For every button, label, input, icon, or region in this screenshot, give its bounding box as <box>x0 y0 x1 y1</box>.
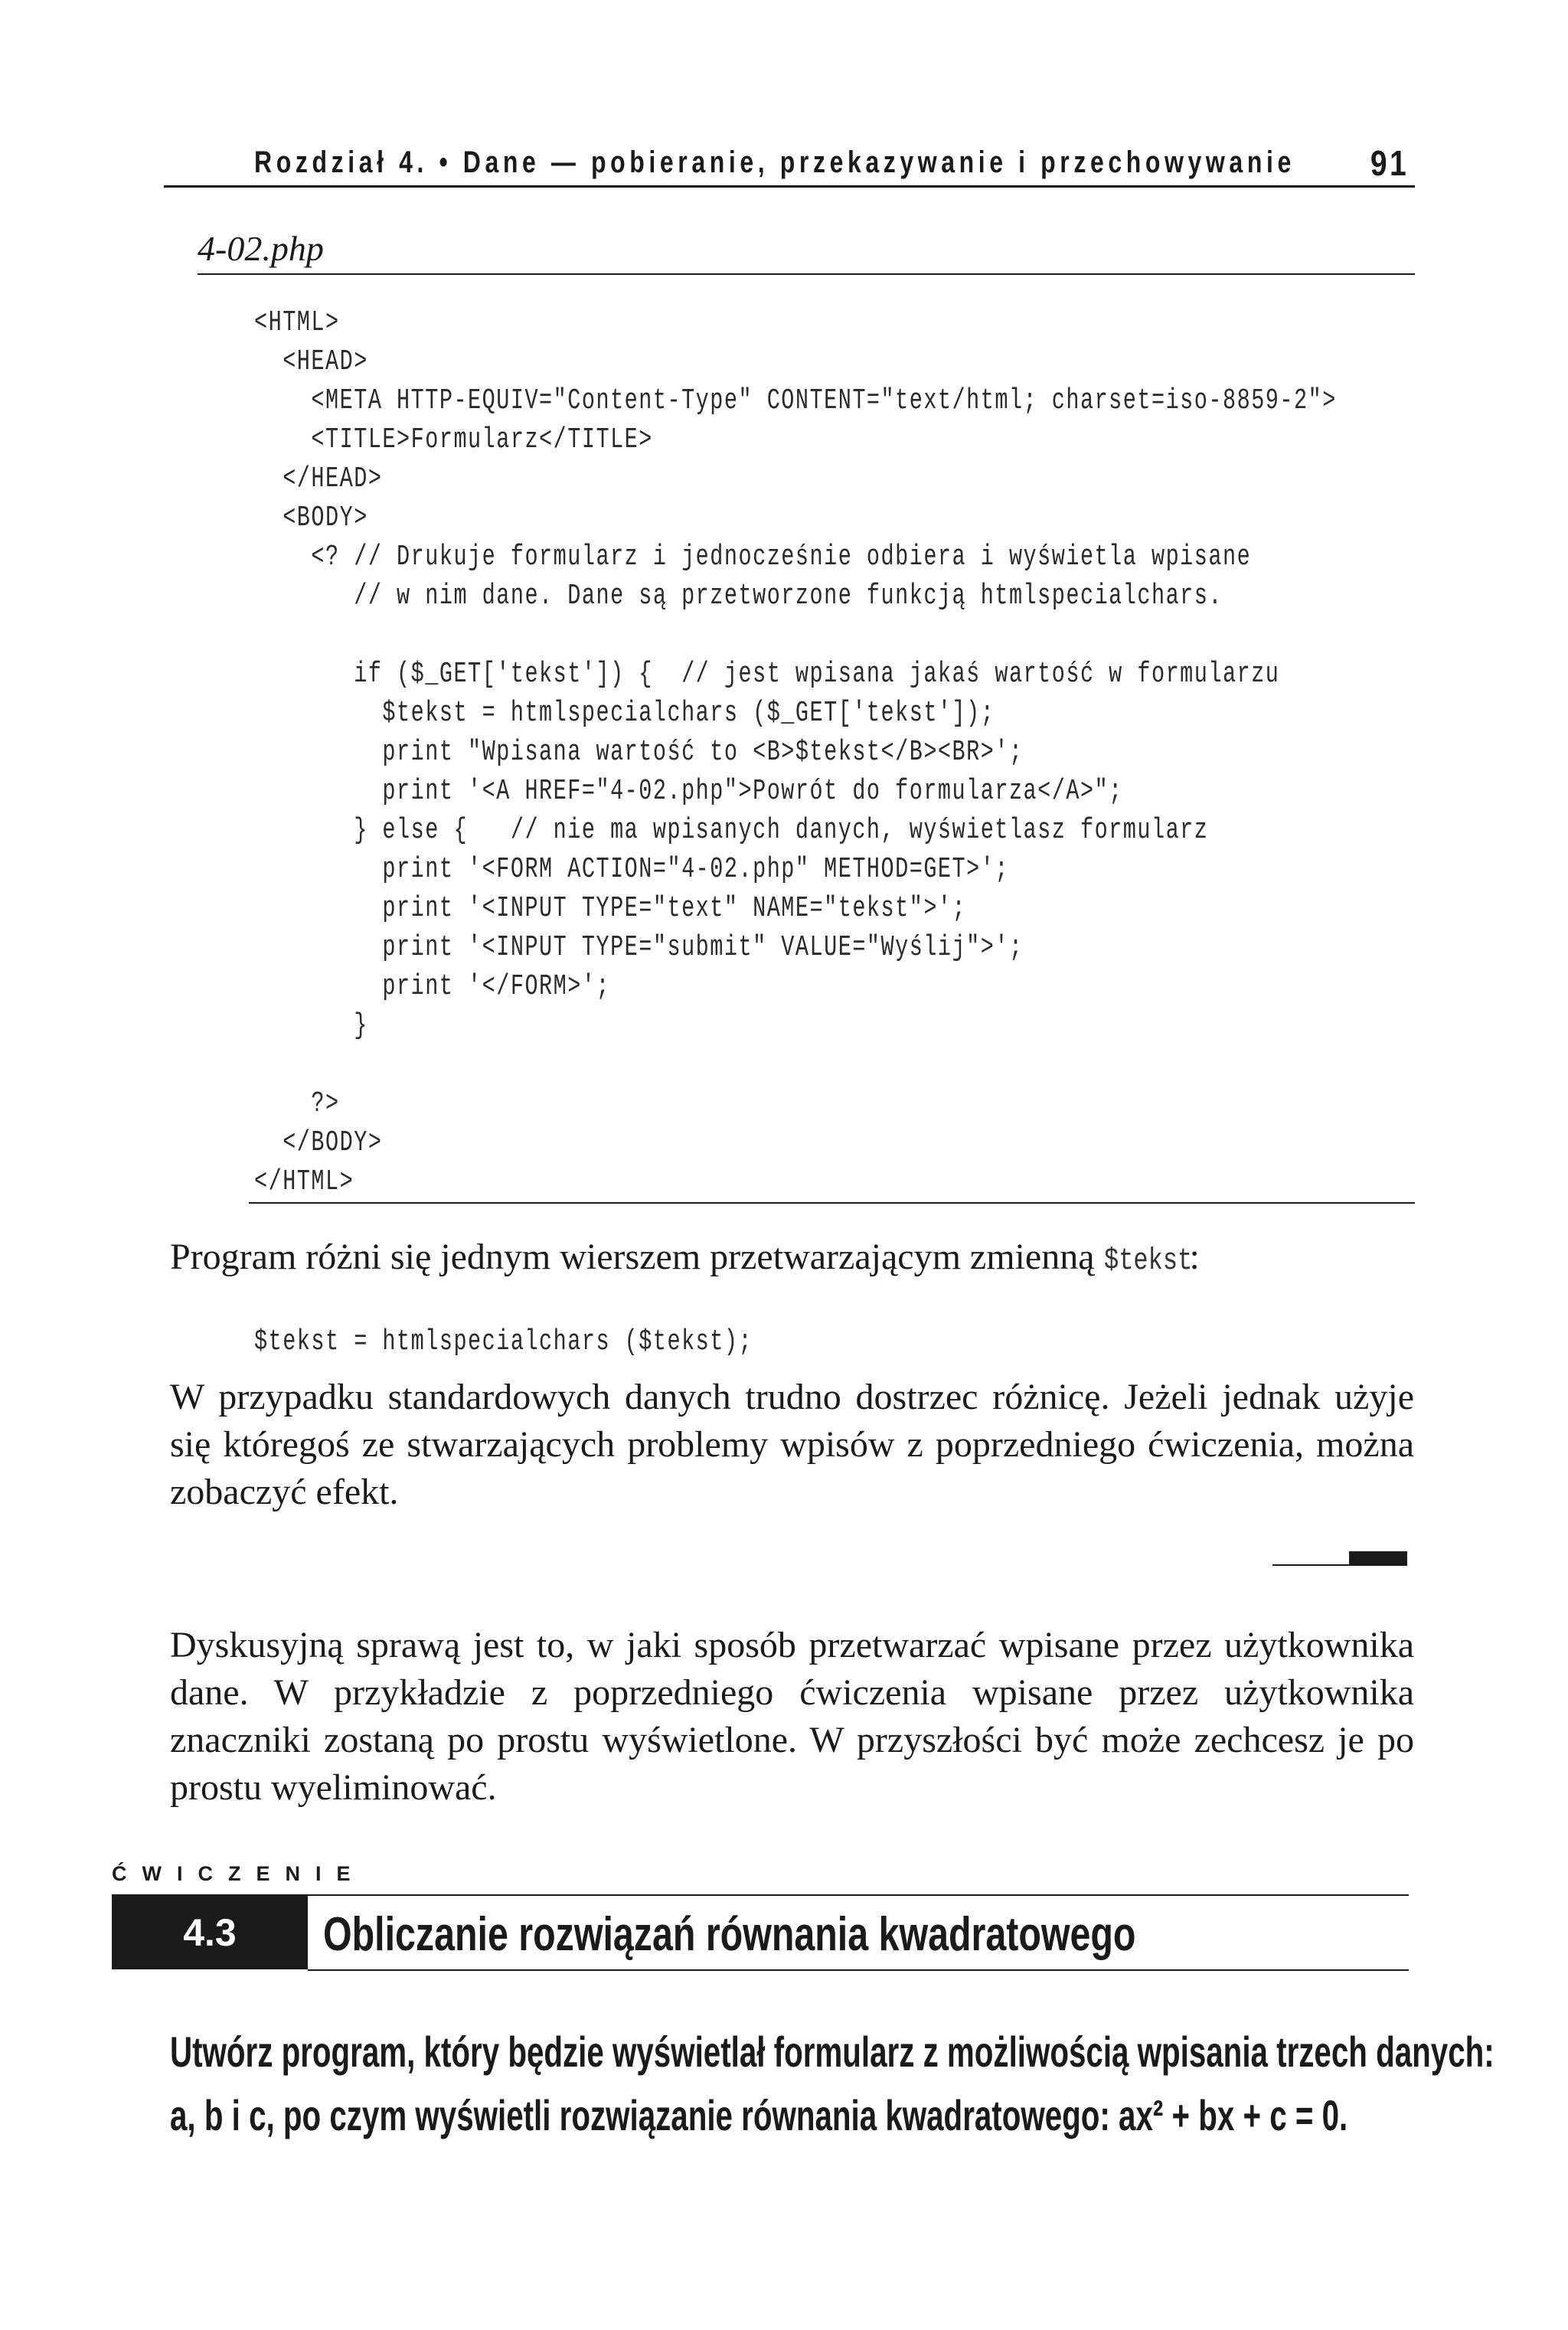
code-line: <HTML> <box>254 306 340 339</box>
code-line: ?> <box>254 1087 340 1120</box>
code-line: </HEAD> <box>254 462 383 495</box>
variable-name: $tekst <box>1103 1244 1192 1279</box>
code-line: print "Wpisana wartość to <B>$tekst</B><BR>'; <box>254 736 1024 769</box>
code-line: } else { // nie ma wpisanych danych, wyświetlasz formularz <box>254 814 1209 847</box>
code-line: print '<INPUT TYPE="submit" VALUE="Wyślij">'; <box>254 931 1024 964</box>
page-number: 91 <box>1370 143 1409 183</box>
exercise-number-box <box>112 1896 308 1969</box>
listing-file-name: 4-02.php <box>198 229 324 268</box>
code-line: <? // Drukuje formularz i jednocześnie odbiera i wyświetla wpisane <box>254 541 1252 574</box>
code-line: } <box>254 1009 368 1042</box>
code-line: print '<A HREF="4-02.php">Powrót do formularza</A>"; <box>254 775 1123 808</box>
paragraph-intro-text: Program różni się jednym wierszem przetwarzającym zmienną <box>170 1237 1104 1277</box>
code-line: </HTML> <box>254 1165 354 1198</box>
listing-bottom-rule <box>249 1202 1415 1204</box>
listing-top-rule <box>198 273 1415 275</box>
paragraph-discussion: Dyskusyjną sprawą jest to, w jaki sposób przetwarzać wpisane przez użytkownika dane. W przykładzie z poprzedniego ćwiczenia wpisane przez użytkownika znaczniki zostaną po prostu wyświetlone. W przyszłości być może zechcesz je po prostu wyeliminować. <box>170 1625 1414 1808</box>
task-line: a, b i c, po czym wyświetli rozwiązanie równania kwadratowego: ax² + bx + c = 0. <box>170 2091 1348 2139</box>
code-line <box>254 616 1150 655</box>
code-line: <TITLE>Formularz</TITLE> <box>254 423 653 456</box>
end-marker-bar <box>1349 1551 1407 1566</box>
code-line <box>254 1045 1150 1084</box>
code-listing <box>254 303 1449 1201</box>
running-header <box>164 115 1415 188</box>
code-line: print '<FORM ACTION="4-02.php" METHOD=GET>'; <box>254 853 1009 886</box>
code-line: // w nim dane. Dane są przetworzone funkcją htmlspecialchars. <box>254 580 1223 613</box>
exercise-label: ĆWICZENIE <box>112 1862 366 1885</box>
paragraph-intro-end: : <box>1189 1237 1200 1277</box>
code-line: print '<INPUT TYPE="text" NAME="tekst">'; <box>254 892 967 925</box>
code-line: <BODY> <box>254 502 368 534</box>
code-line: $tekst = htmlspecialchars ($_GET['tekst']); <box>254 697 995 730</box>
code-line: <META HTTP-EQUIV="Content-Type" CONTENT="text/html; charset=iso-8859-2"> <box>254 384 1337 417</box>
code-line: if ($_GET['tekst']) { // jest wpisana jakaś wartość w formularzu <box>254 658 1280 691</box>
exercise-bottom-rule <box>308 1969 1409 1971</box>
code-line: print '</FORM>'; <box>254 970 611 1003</box>
paragraph-intro <box>170 1234 1414 1286</box>
paragraph-difference: W przypadku standardowych danych trudno dostrzec różnicę. Jeżeli jednak użyje się któregoś ze stwarzających problemy wpisów z poprzedniego ćwiczenia, można zobaczyć efekt. <box>170 1377 1414 1512</box>
exercise-number: 4.3 <box>183 1911 237 1954</box>
code-line: <HEAD> <box>254 345 368 378</box>
code-line: </BODY> <box>254 1126 383 1159</box>
exercise-title: Obliczanie rozwiązań równania kwadratowego <box>323 1908 1136 1961</box>
exercise-task <box>170 2020 1494 2147</box>
task-line: Utwórz program, który będzie wyświetlał formularz z możliwością wpisania trzech danych: <box>170 2028 1494 2076</box>
chapter-title: Rozdział 4. • Dane — pobieranie, przekazywanie i przechowywanie <box>254 145 1295 179</box>
end-marker-line <box>1272 1564 1349 1566</box>
code-example: $tekst = htmlspecialchars ($tekst); <box>254 1325 753 1358</box>
